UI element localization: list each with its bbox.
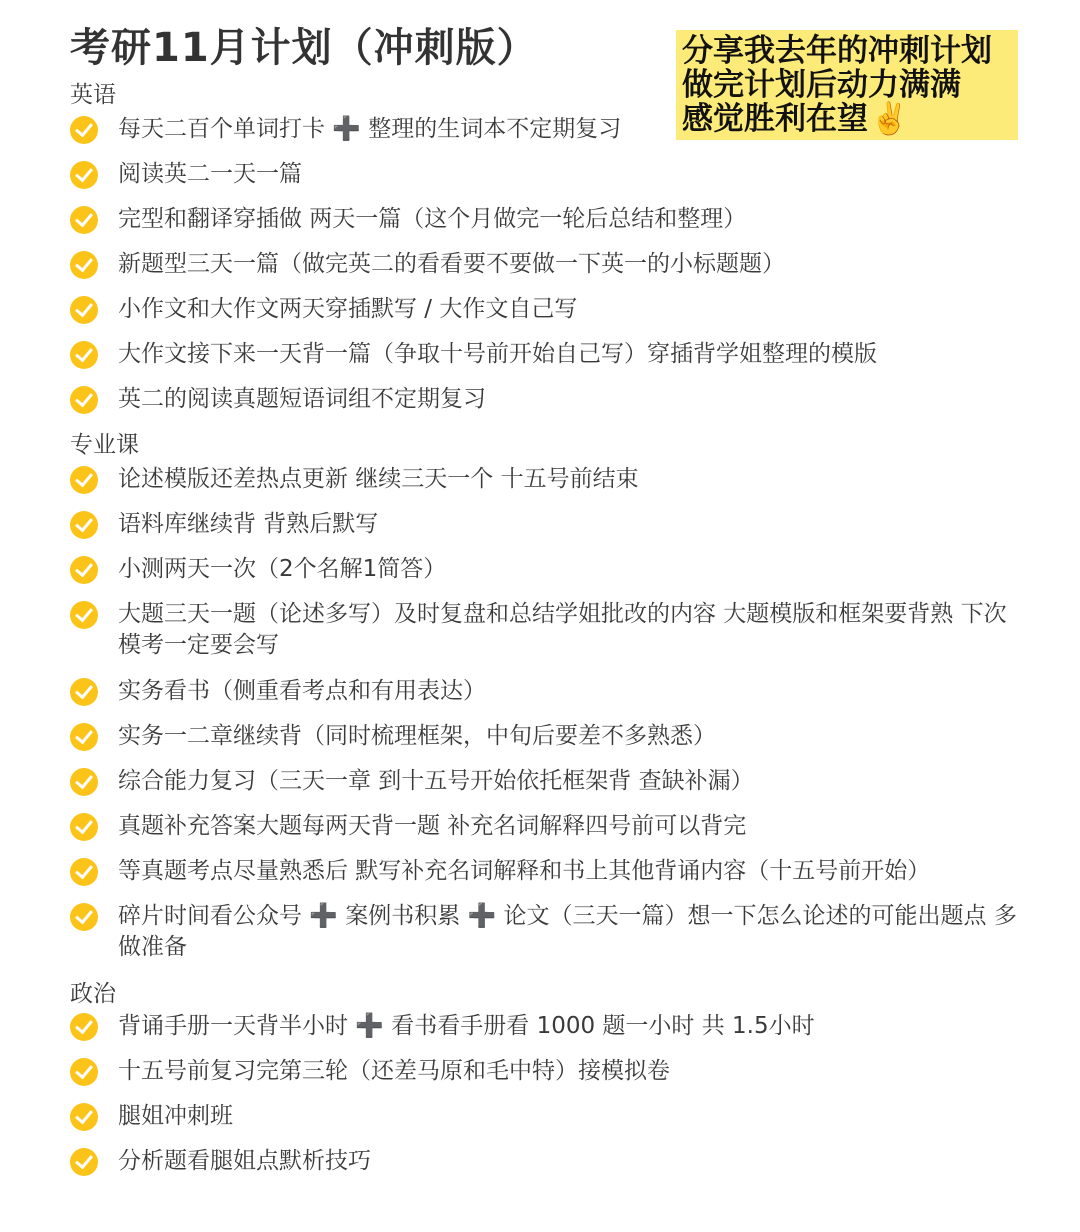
note-line-3: 感觉胜利在望✌️ [682,101,909,137]
section-politics-heading: 政治 [70,981,116,1007]
check-icon [70,341,98,369]
list-item: 十五号前复习完第三轮（还差马原和毛中特）接模拟卷 [70,1056,1020,1087]
list-item: 英二的阅读真题短语词组不定期复习 [70,384,1020,415]
check-icon [70,1013,98,1041]
list-item: 腿姐冲刺班 [70,1101,1020,1132]
check-icon [70,601,98,629]
check-icon [70,296,98,324]
list-item: 完型和翻译穿插做 两天一篇（这个月做完一轮后总结和整理） [70,204,1020,235]
list-item: 分析题看腿姐点默析技巧 [70,1146,1020,1177]
page-title: 考研11月计划（冲刺版） [70,25,538,71]
list-item: 综合能力复习（三天一章 到十五号开始依托框架背 查缺补漏） [70,766,1020,797]
check-icon [70,251,98,279]
check-icon [70,386,98,414]
victory-hand-icon: ✌️ [870,101,909,137]
list-item: 小作文和大作文两天穿插默写 / 大作文自己写 [70,294,1020,325]
section-major-heading: 专业课 [70,432,139,458]
list-item: 大题三天一题（论述多写）及时复盘和总结学姐批改的内容 大题模版和框架要背熟 下次模考一定要会写 [70,599,1020,661]
check-icon [70,556,98,584]
list-item: 背诵手册一天背半小时 ➕ 看书看手册看 1000 题一小时 共 1.5小时 [70,1011,1020,1042]
check-icon [70,1103,98,1131]
list-item: 阅读英二一天一篇 [70,159,1020,190]
check-icon [70,206,98,234]
check-icon [70,1148,98,1176]
check-icon [70,511,98,539]
list-item: 论述模版还差热点更新 继续三天一个 十五号前结束 [70,464,1020,495]
list-item: 等真题考点尽量熟悉后 默写补充名词解释和书上其他背诵内容（十五号前开始） [70,856,1020,887]
list-item: 碎片时间看公众号 ➕ 案例书积累 ➕ 论文（三天一篇）想一下怎么论述的可能出题点 多做准备 [70,901,1020,963]
list-item: 小测两天一次（2个名解1简答） [70,554,1020,585]
list-item: 实务看书（侧重看考点和有用表达） [70,676,1020,707]
list-item: 新题型三天一篇（做完英二的看看要不要做一下英一的小标题题） [70,249,1020,280]
list-item: 每天二百个单词打卡 ➕ 整理的生词本不定期复习 [70,114,1020,145]
check-icon [70,768,98,796]
note-line-2: 做完计划后动力满满 [682,67,961,103]
check-icon [70,813,98,841]
list-item: 真题补充答案大题每两天背一题 补充名词解释四号前可以背完 [70,811,1020,842]
check-icon [70,678,98,706]
section-english-heading: 英语 [70,82,116,108]
list-item: 大作文接下来一天背一篇（争取十号前开始自己写）穿插背学姐整理的模版 [70,339,1020,370]
note-line-1: 分享我去年的冲刺计划 [682,33,992,69]
list-item: 实务一二章继续背（同时梳理框架，中旬后要差不多熟悉） [70,721,1020,752]
check-icon [70,858,98,886]
check-icon [70,161,98,189]
check-icon [70,116,98,144]
check-icon [70,723,98,751]
check-icon [70,466,98,494]
check-icon [70,903,98,931]
list-item: 语料库继续背 背熟后默写 [70,509,1020,540]
check-icon [70,1058,98,1086]
